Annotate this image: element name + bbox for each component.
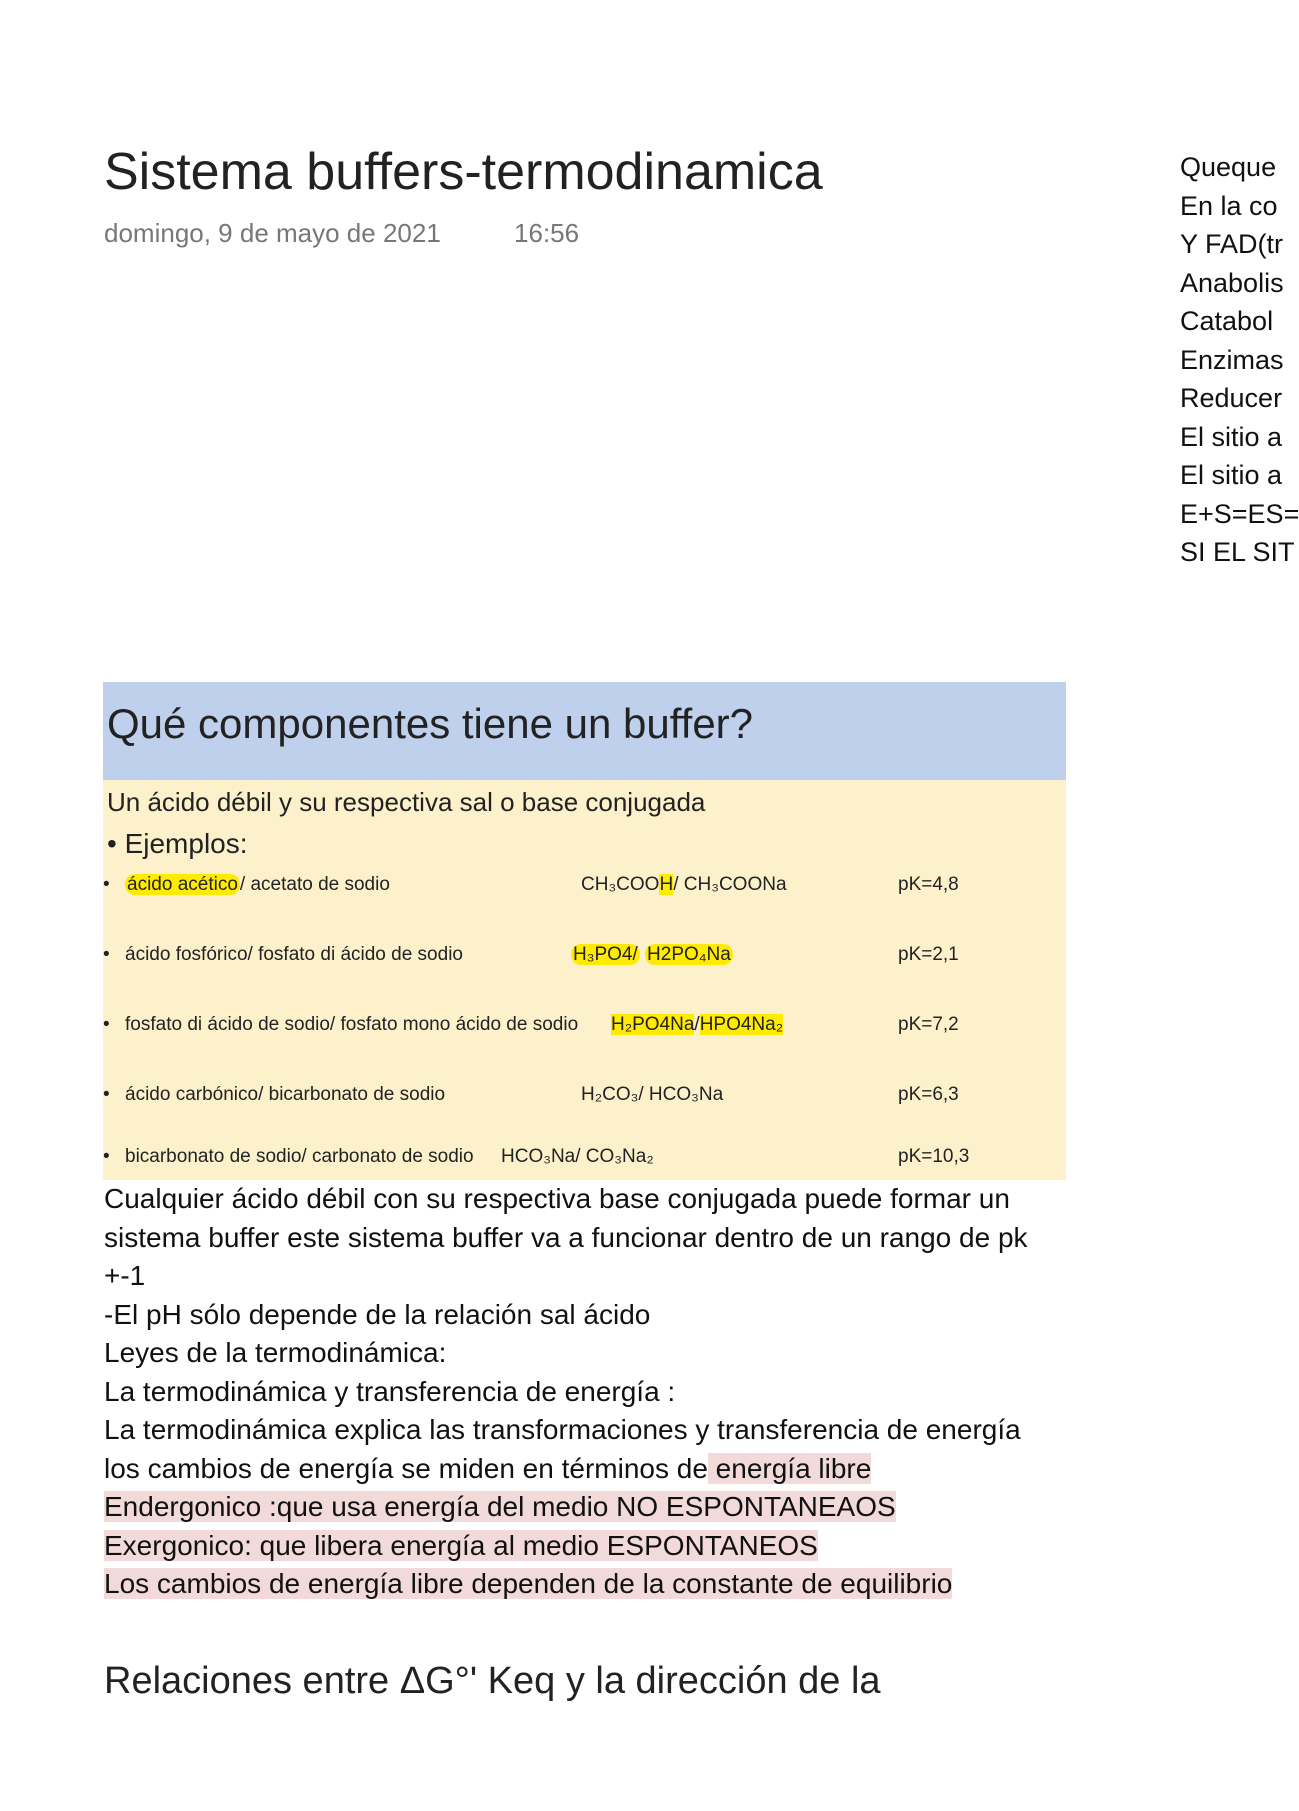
highlighted-text: H₃PO4/ — [573, 944, 638, 965]
body-line: +-1 — [104, 1260, 146, 1291]
example-name: fosfato di ácido de sodio/ fosfato mono ácido de sodio — [125, 1014, 579, 1035]
cut-off-heading: Relaciones entre ΔG°' Keq y la dirección de la — [104, 1660, 881, 1702]
page-time: 16:56 — [514, 218, 580, 248]
example-pk: pK=6,3 — [898, 1084, 959, 1105]
example-row — [103, 942, 1066, 972]
side-note-line: El sitio a — [1180, 421, 1283, 452]
body-line: La termodinámica explica las transformaciones y transferencia de energía — [104, 1414, 1021, 1445]
example-formula: HCO₃Na/ CO₃Na₂ — [501, 1146, 654, 1167]
example-name: bicarbonato de sodio/ carbonato de sodio — [125, 1146, 474, 1167]
note-body — [104, 1180, 1084, 1604]
side-note-line: Enzimas — [1180, 344, 1284, 375]
bullet: • — [103, 874, 110, 895]
example-name: ácido fosfórico/ fosfato di ácido de sodio — [125, 944, 463, 965]
slide-examples-label: • Ejemplos: — [107, 828, 248, 859]
highlighted-text: ácido acético — [127, 874, 238, 895]
highlighted-text: H — [659, 874, 674, 895]
side-notes — [1180, 148, 1299, 572]
highlighted-text: H₂PO4Na — [611, 1014, 695, 1035]
body-line: -El pH sólo depende de la relación sal ácido — [104, 1298, 651, 1330]
highlighted-text: energía libre — [707, 1452, 872, 1484]
example-name: ácido carbónico/ bicarbonato de sodio — [125, 1084, 446, 1105]
body-line: La termodinámica y transferencia de energía : — [104, 1375, 676, 1407]
side-note-line: SI EL SIT — [1180, 537, 1295, 567]
example-pk: pK=10,3 — [898, 1146, 970, 1167]
example-row — [103, 1012, 1066, 1042]
example-row — [103, 872, 1066, 902]
side-note-line: E+S=ES= — [1180, 498, 1299, 529]
page-datetime — [104, 218, 579, 249]
buffer-slide-image — [103, 682, 1066, 1180]
example-row — [103, 1082, 1066, 1112]
side-note-line: Queque — [1180, 152, 1277, 182]
side-note-line: Anabolis — [1180, 267, 1284, 298]
side-note-line: Reducer — [1180, 383, 1283, 413]
side-note-line: Catabol — [1180, 306, 1274, 336]
highlighted-text: Los cambios de energía libre dependen de la constante de equilibrio — [104, 1568, 953, 1599]
body-line — [104, 1565, 1084, 1604]
highlighted-text: Endergonico :que usa energía del medio NO ESPONTANEAOS — [104, 1491, 896, 1522]
body-line: Cualquier ácido débil con su respectiva base conjugada puede formar un — [104, 1183, 1010, 1214]
example-formula: H₂CO₃/ HCO₃Na — [581, 1084, 724, 1105]
example-pk: pK=2,1 — [898, 944, 959, 965]
highlighted-text: Exergonico: que libera energía al medio ESPONTANEOS — [104, 1529, 818, 1561]
side-note-line: En la co — [1180, 190, 1278, 221]
side-note-line: El sitio a — [1180, 460, 1283, 490]
example-pk: pK=7,2 — [898, 1014, 959, 1035]
body-line: los cambios de energía se miden en términos de energía libre — [104, 1452, 872, 1484]
bullet: • — [103, 944, 110, 965]
slide-subtitle: Un ácido débil y su respectiva sal o base conjugada — [107, 787, 706, 817]
slide-title: Qué componentes tiene un buffer? — [107, 700, 754, 747]
bullet: • — [103, 1014, 110, 1035]
side-note-line: Y FAD(tr — [1180, 229, 1284, 259]
example-formula — [571, 944, 733, 966]
slide-header — [103, 682, 1066, 780]
bullet: • — [103, 1146, 110, 1167]
example-name: ácido acético / acetato de sodio — [127, 874, 390, 895]
body-line: Leyes de la termodinámica: — [104, 1337, 447, 1368]
highlighted-text: HPO4Na₂ — [699, 1014, 784, 1035]
body-line — [104, 1527, 1084, 1566]
page-title: Sistema buffers-termodinamica — [104, 143, 823, 201]
page-date: domingo, 9 de mayo de 2021 — [104, 218, 441, 248]
example-row — [103, 1144, 1066, 1174]
bullet: • — [103, 1084, 110, 1105]
example-formula: CH₃COOH/ CH₃COONa — [581, 874, 787, 895]
body-line — [104, 1488, 1084, 1527]
highlighted-text: H2PO₄Na — [647, 944, 731, 965]
example-pk: pK=4,8 — [898, 874, 959, 895]
example-formula: H₂PO4Na/HPO4Na₂ — [611, 1014, 784, 1035]
body-line: sistema buffer este sistema buffer va a funcionar dentro de un rango de pk — [104, 1221, 1028, 1253]
